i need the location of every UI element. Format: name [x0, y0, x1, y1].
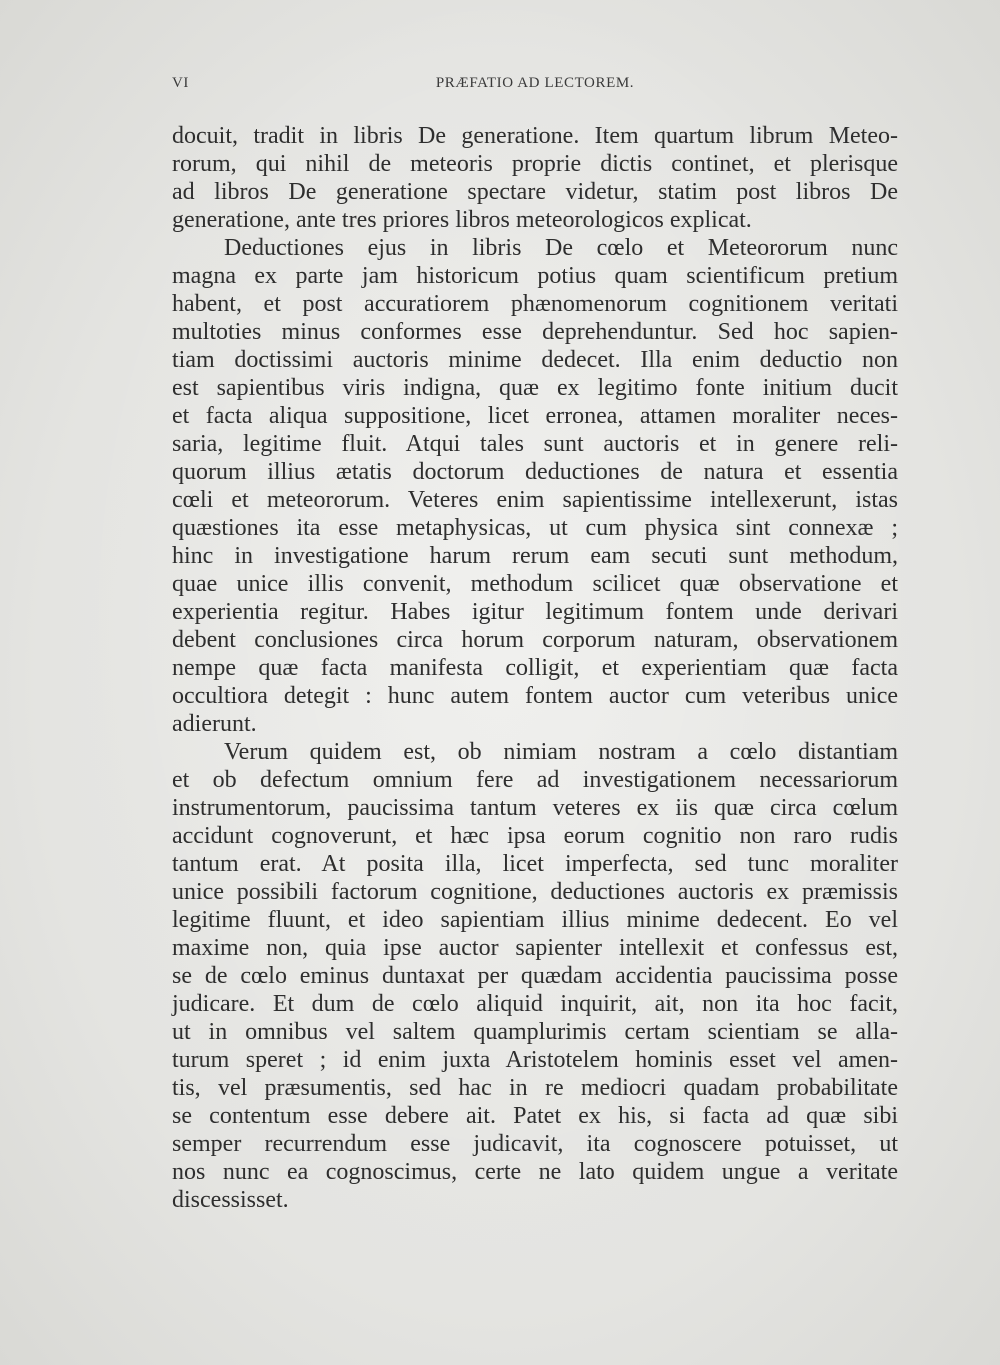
text-line: discessisset. — [172, 1187, 289, 1213]
text-line: adierunt. — [172, 711, 257, 737]
text-line: quorum illius ætatis doctorum deductiones de natura et essentia — [172, 459, 898, 485]
page-number: VI — [172, 75, 189, 91]
text-line: et ob defectum omnium fere ad investigationem necessariorum — [172, 767, 898, 793]
text-line: ut in omnibus vel saltem quamplurimis certam scientiam se alla- — [172, 1019, 898, 1045]
text-line: quæstiones ita esse metaphysicas, ut cum physica sint connexæ ; — [172, 515, 898, 541]
text-line: unice possibili factorum cognitione, deductiones auctoris ex præmissis — [172, 879, 898, 905]
text-line: maxime non, quia ipse auctor sapienter intellexit et confessus est, — [172, 935, 898, 961]
text-line: docuit, tradit in libris De generatione. Item quartum librum Meteo- — [172, 123, 898, 149]
text-line: semper recurrendum esse judicavit, ita cognoscere potuisset, ut — [172, 1131, 898, 1157]
text-line: Verum quidem est, ob nimiam nostram a cœlo distantiam — [224, 739, 898, 765]
text-line: quae unice illis convenit, methodum scilicet quæ observatione et — [172, 571, 898, 597]
text-line: turum speret ; id enim juxta Aristotelem hominis esset vel amen- — [172, 1047, 898, 1073]
text-line: accidunt cognoverunt, et hæc ipsa eorum cognitio non raro rudis — [172, 823, 898, 849]
body-text — [172, 122, 898, 1214]
text-line: saria, legitime fluit. Atqui tales sunt auctoris et in genere reli- — [172, 431, 898, 457]
running-title: PRÆFATIO AD LECTOREM. — [435, 75, 635, 91]
text-line: tis, vel præsumentis, sed hac in re mediocri quadam probabilitate — [172, 1075, 898, 1101]
text-line: multoties minus conformes esse deprehenduntur. Sed hoc sapien- — [172, 319, 898, 345]
page-header — [172, 72, 898, 94]
text-line: habent, et post accuratiorem phænomenorum cognitionem veritati — [172, 291, 898, 317]
text-line: se de cœlo eminus duntaxat per quædam accidentia paucissima posse — [172, 963, 898, 989]
body-paragraph — [172, 738, 898, 1214]
text-line: tantum erat. At posita illa, licet imperfecta, sed tunc moraliter — [172, 851, 898, 877]
body-paragraph — [172, 234, 898, 738]
text-line: nos nunc ea cognoscimus, certe ne lato quidem ungue a veritate — [172, 1159, 898, 1185]
text-line: rorum, qui nihil de meteoris proprie dictis continet, et plerisque — [172, 151, 898, 177]
text-line: judicare. Et dum de cœlo aliquid inquirit, ait, non ita hoc facit, — [172, 991, 898, 1017]
text-line: ad libros De generatione spectare videtur, statim post libros De — [172, 179, 898, 205]
text-line: nempe quæ facta manifesta colligit, et experientiam quæ facta — [172, 655, 898, 681]
text-line: et facta aliqua suppositione, licet erronea, attamen moraliter neces- — [172, 403, 898, 429]
text-line: experientia regitur. Habes igitur legitimum fontem unde derivari — [172, 599, 898, 625]
text-line: legitime fluunt, et ideo sapientiam illius minime dedecent. Eo vel — [172, 907, 898, 933]
text-line: est sapientibus viris indigna, quæ ex legitimo fonte initium ducit — [172, 375, 898, 401]
text-line: generatione, ante tres priores libros meteorologicos explicat. — [172, 207, 752, 233]
text-line: hinc in investigatione harum rerum eam secuti sunt methodum, — [172, 543, 898, 569]
text-line: se contentum esse debere ait. Patet ex his, si facta ad quæ sibi — [172, 1103, 898, 1129]
text-line: magna ex parte jam historicum potius quam scientificum pretium — [172, 263, 898, 289]
text-line: cœli et meteororum. Veteres enim sapientissime intellexerunt, istas — [172, 487, 898, 513]
body-paragraph — [172, 122, 898, 234]
text-line: occultiora detegit : hunc autem fontem auctor cum veteribus unice — [172, 683, 898, 709]
text-line: instrumentorum, paucissima tantum veteres ex iis quæ circa cœlum — [172, 795, 898, 821]
text-line: Deductiones ejus in libris De cœlo et Meteororum nunc — [224, 235, 898, 261]
text-line: tiam doctissimi auctoris minime dedecet. Illa enim deductio non — [172, 347, 898, 373]
text-line: debent conclusiones circa horum corporum naturam, observationem — [172, 627, 898, 653]
